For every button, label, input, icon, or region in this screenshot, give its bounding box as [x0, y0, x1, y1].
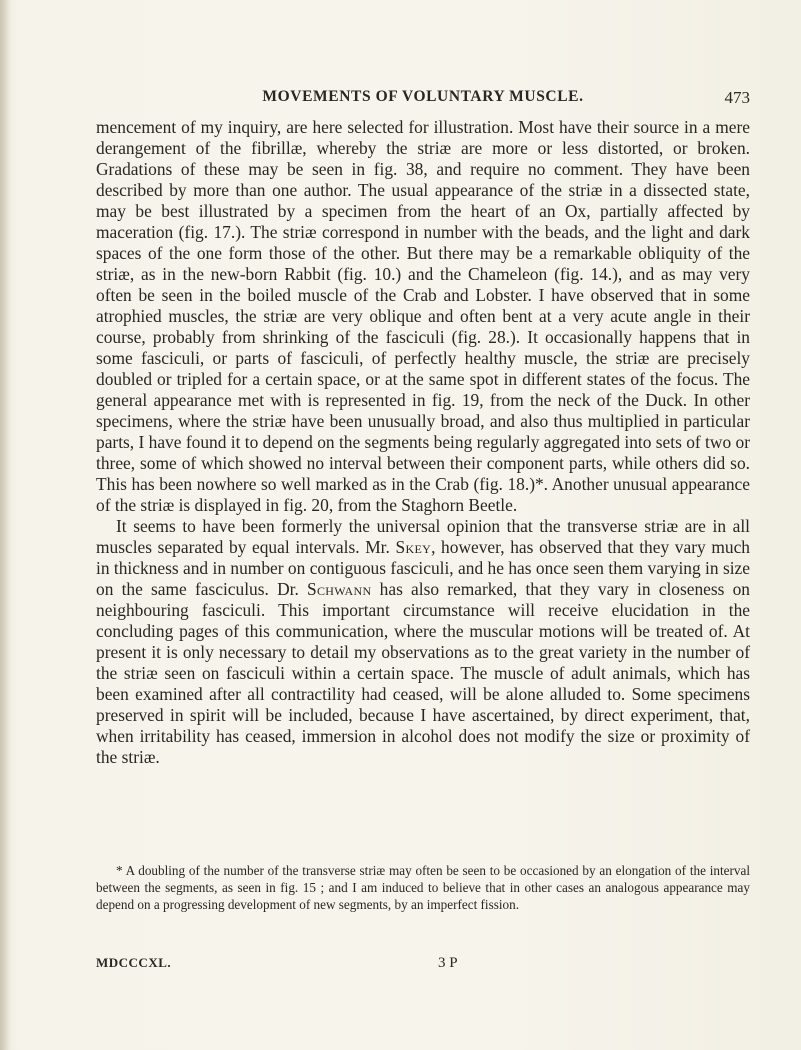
- running-head: MOVEMENTS OF VOLUNTARY MUSCLE.: [262, 88, 584, 105]
- page-number: 473: [724, 88, 750, 107]
- page-gutter-shadow: [0, 0, 10, 1050]
- paragraph-2: [96, 516, 750, 768]
- author-name-schwann: Schwann: [307, 579, 372, 599]
- page-header: [96, 88, 750, 110]
- paragraph-1: mencement of my inquiry, are here selected for illustration. Most have their source in a mere derangement of the fibrillæ, whereby the striæ are more or less distorted, or broken. Gradations of these may be seen in fig. 38, and require no comment. They have been described by more than one author. The usual appearance of the striæ in a dissected state, may be best illustrated by a specimen from the heart of an Ox, partially affected by maceration (fig. 17.). The striæ correspond in number with the beads, and the light and dark spaces of the one form those of the other. But there may be a remarkable obliquity of the striæ, as in the new-born Rabbit (fig. 10.) and the Chameleon (fig. 14.), and as may very often be seen in the boiled muscle of the Crab and Lobster. I have observed that in some atrophied muscles, the striæ are very oblique and often bent at a very acute angle in their course, probably from shrinking of the fasciculi (fig. 28.). It occasionally happens that in some fasciculi, or parts of fasciculi, of perfectly healthy muscle, the striæ are precisely doubled or tripled for a certain space, or at the same spot in different states of the focus. The general appearance met with is represented in fig. 19, from the neck of the Duck. In other specimens, where the striæ have been unusually broad, and also thus multiplied in particular parts, I have found it to depend on the segments being regularly aggregated into sets of two or three, some of which showed no interval between their component parts, while others did so. This has been nowhere so well marked as in the Crab (fig. 18.)*. Another unusual appearance of the striæ is displayed in fig. 20, from the Staghorn Beetle.: [96, 117, 750, 515]
- author-name-skey: Skey: [395, 537, 432, 557]
- footnote: * A doubling of the number of the transverse striæ may often be seen to be occasioned by an elongation of the interval between the segments, as seen in fig. 15 ; and I am induced to believe that in other cases an analogous appearance may depend on a progressing development of new segments, by an imperfect fission.: [96, 863, 750, 912]
- sheet-signature: 3 P: [438, 955, 458, 971]
- body-text: [96, 117, 750, 768]
- paragraph-2-text-b: , however, has observed that they vary much in thickness and in number on contiguous fasciculi, and he has once seen them varying in size on the same fasciculus. Dr.: [96, 537, 750, 599]
- paragraph-2-text-a: It seems to have been formerly the universal opinion that the transverse striæ are in all muscles separated by equal intervals. Mr.: [96, 516, 750, 557]
- paragraph-2-text-c: has also remarked, that they vary in closeness on neighbouring fasciculi. This important circumstance will receive elucidation in the concluding pages of this communication, where the muscular motions will be treated of. At present it is only necessary to detail my observations as to the great variety in the number of the striæ seen on fasciculi within a certain space. The muscle of adult animals, which has been examined after all contractility had ceased, will be alone alluded to. Some specimens preserved in spirit will be included, because I have ascertained, by direct experiment, that, when irritability has ceased, immersion in alcohol does not modify the size or proximity of the striæ.: [96, 579, 750, 767]
- page-footer: [96, 955, 750, 975]
- volume-year-mark: MDCCCXL.: [96, 955, 172, 970]
